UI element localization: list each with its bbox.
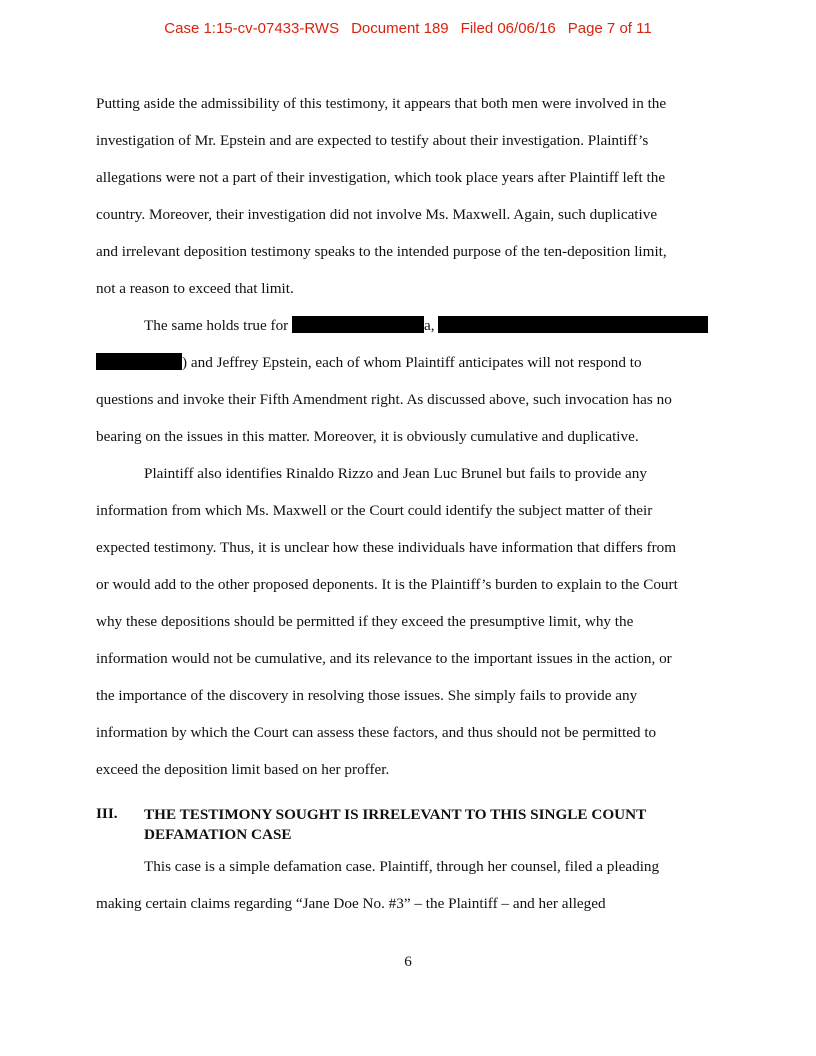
line-text: a, xyxy=(424,317,435,334)
body-line: or would add to the other proposed deponents. It is the Plaintiff’s burden to explain to the Court xyxy=(96,576,678,593)
body-line: and irrelevant deposition testimony speaks to the intended purpose of the ten-deposition limit, xyxy=(96,243,667,260)
page-number: 6 xyxy=(404,953,412,970)
filed-date: Filed 06/06/16 xyxy=(460,20,556,37)
body-line: making certain claims regarding “Jane Doe No. #3” – the Plaintiff – and her alleged xyxy=(96,895,606,912)
body-line: exceed the deposition limit based on her proffer. xyxy=(96,761,390,778)
body-line: the importance of the discovery in resolving those issues. She simply fails to provide any xyxy=(96,687,638,704)
body-line: bearing on the issues in this matter. Moreover, it is obviously cumulative and duplicative. xyxy=(96,428,639,445)
line-text: ) and Jeffrey Epstein, each of whom Plaintiff anticipates will not respond to xyxy=(182,354,642,371)
line-text: The same holds true for xyxy=(144,317,289,334)
section-title-line: THE TESTIMONY SOUGHT IS IRRELEVANT TO THIS SINGLE COUNT xyxy=(144,806,647,823)
body-line: country. Moreover, their investigation did not involve Ms. Maxwell. Again, such duplicative xyxy=(96,206,658,223)
body-line: allegations were not a part of their investigation, which took place years after Plaintiff left the xyxy=(96,169,666,186)
body-line: information would not be cumulative, and its relevance to the important issues in the action, or xyxy=(96,650,672,667)
body-line: Plaintiff also identifies Rinaldo Rizzo and Jean Luc Brunel but fails to provide any xyxy=(144,465,647,482)
body-line: This case is a simple defamation case. Plaintiff, through her counsel, filed a pleading xyxy=(144,858,660,875)
body-line xyxy=(144,316,708,336)
section-title-line: DEFAMATION CASE xyxy=(144,826,292,843)
redaction-box xyxy=(438,316,708,333)
section-title xyxy=(144,805,646,845)
body-line: questions and invoke their Fifth Amendment right. As discussed above, such invocation has no xyxy=(96,391,672,408)
section-number: III. xyxy=(96,805,118,822)
body-line: why these depositions should be permitted if they exceed the presumptive limit, why the xyxy=(96,613,634,630)
redaction-box xyxy=(96,353,182,370)
body-line: Putting aside the admissibility of this testimony, it appears that both men were involved in the xyxy=(96,95,667,112)
case-header xyxy=(0,20,816,37)
body-line: information from which Ms. Maxwell or the Court could identify the subject matter of their xyxy=(96,502,653,519)
body-line: not a reason to exceed that limit. xyxy=(96,280,294,297)
document-number: Document 189 xyxy=(351,20,449,37)
case-number: Case 1:15-cv-07433-RWS xyxy=(164,20,340,37)
page-count: Page 7 of 11 xyxy=(567,20,652,37)
body-line: investigation of Mr. Epstein and are expected to testify about their investigation. Plaintiff’s xyxy=(96,132,649,149)
redaction-box xyxy=(292,316,424,333)
body-line: information by which the Court can assess these factors, and thus should not be permitted to xyxy=(96,724,657,741)
body-line: expected testimony. Thus, it is unclear how these individuals have information that differs from xyxy=(96,539,677,556)
body-line xyxy=(96,353,642,373)
